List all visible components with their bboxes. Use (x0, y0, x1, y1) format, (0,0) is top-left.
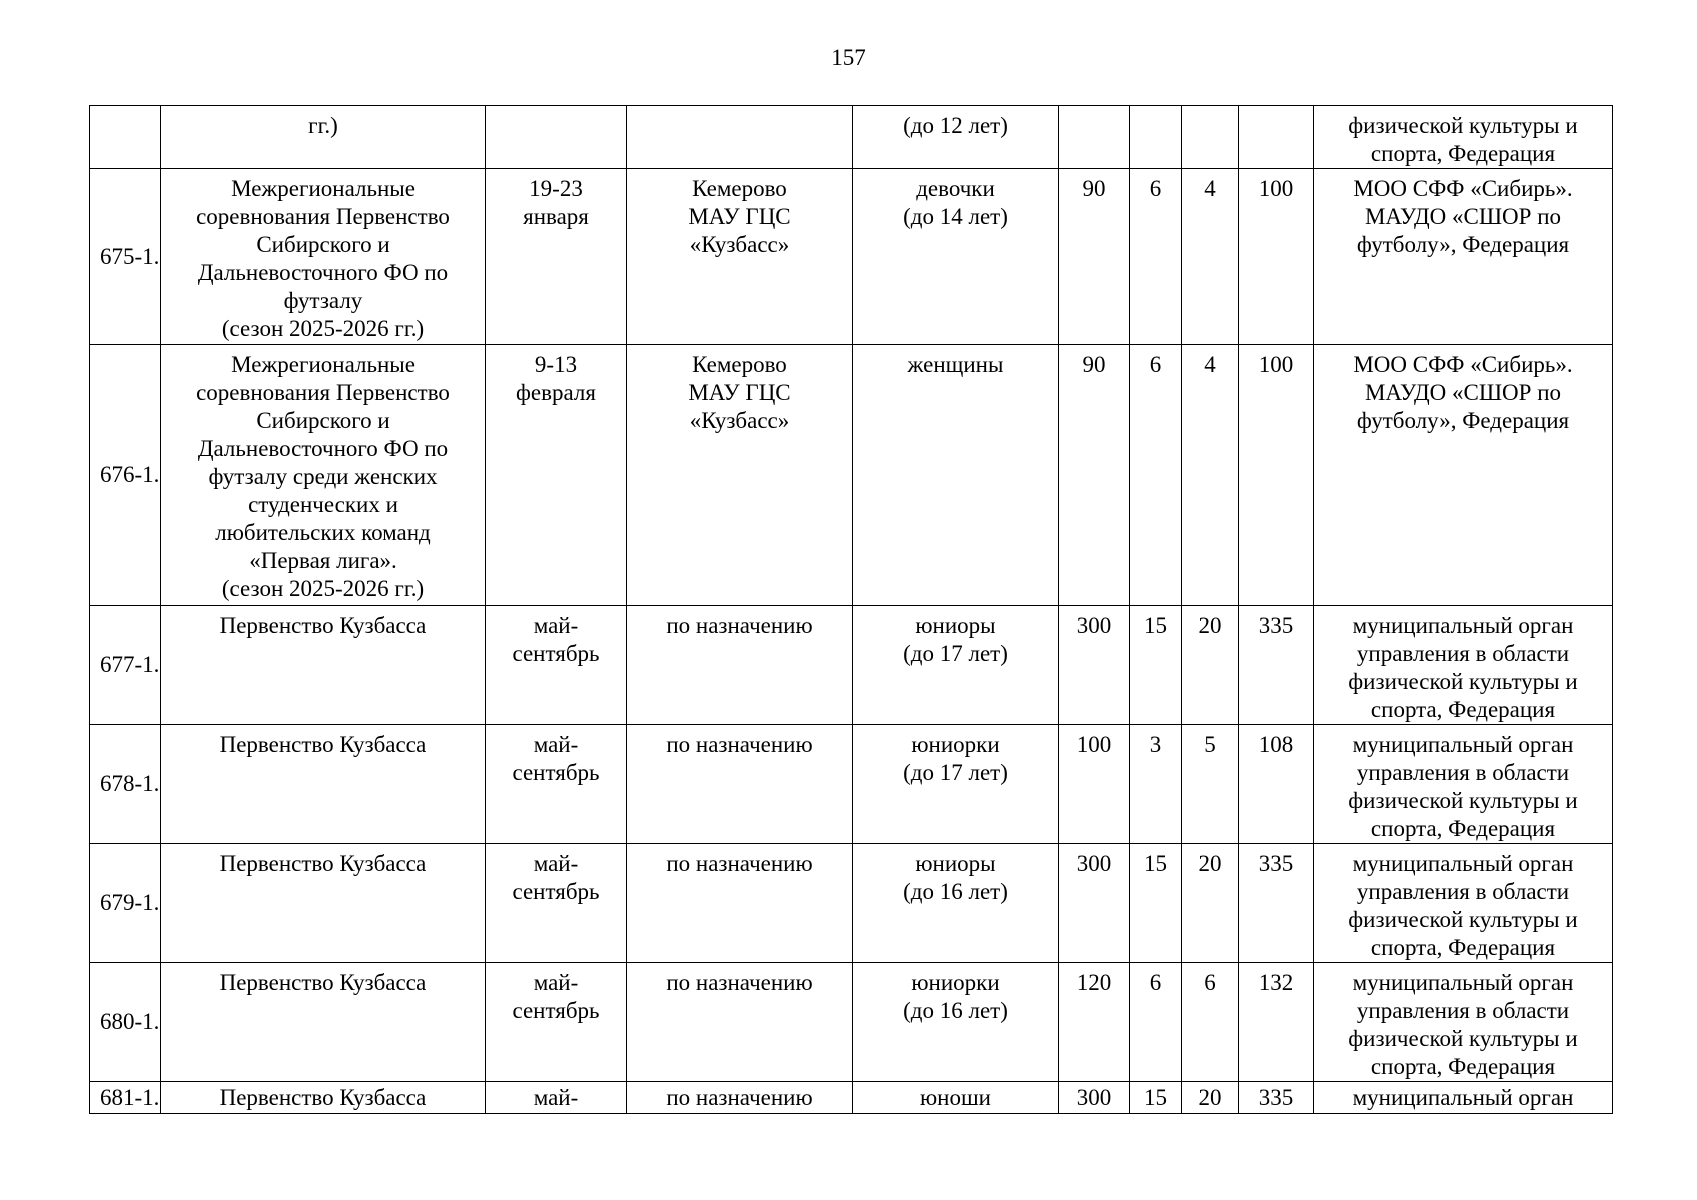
text-line: Сибирского и (256, 408, 390, 433)
participants-count-cell (1059, 106, 1130, 169)
dates-cell (486, 345, 627, 606)
venue-cell (627, 963, 853, 1082)
text-line: юноши (919, 1085, 991, 1110)
text-line: Кемерово (692, 176, 787, 201)
participants-count-cell: 90 (1059, 345, 1130, 606)
dates-cell (486, 1082, 627, 1114)
text-line: Первенство Кузбасса (219, 1085, 427, 1110)
events-table (89, 105, 1613, 1114)
text-line: Дальневосточного ФО по (197, 436, 449, 461)
text-line: Межрегиональные (231, 352, 415, 377)
event-name-cell (161, 725, 486, 844)
table-body (90, 106, 1613, 1114)
text-line: управления в области (1356, 879, 1570, 904)
venue-cell (627, 606, 853, 725)
text-line: (до 17 лет) (903, 641, 1008, 666)
participants-cell (853, 106, 1059, 169)
text-line: юниорки (911, 732, 1000, 757)
total-count-cell: 100 (1239, 169, 1314, 345)
participants-cell (853, 844, 1059, 963)
text-line: муниципальный орган (1352, 851, 1574, 876)
text-line: Первенство Кузбасса (219, 613, 427, 638)
coaches-count-cell: 5 (1182, 725, 1239, 844)
text-line: Первенство Кузбасса (219, 970, 427, 995)
row-number: 680-1. (90, 963, 161, 1082)
text-line: Сибирского и (256, 232, 390, 257)
text-line: муниципальный орган (1352, 1085, 1574, 1110)
text-line: управления в области (1356, 641, 1570, 666)
text-line: (до 17 лет) (903, 760, 1008, 785)
judges-count-cell: 6 (1130, 345, 1182, 606)
text-line: (до 14 лет) (903, 204, 1008, 229)
text-line: девочки (916, 176, 995, 201)
organizer-cell (1314, 844, 1613, 963)
total-count-cell: 335 (1239, 1082, 1314, 1114)
text-line: спорта, Федерация (1370, 141, 1556, 166)
text-line: физической культуры и (1348, 669, 1578, 694)
participants-cell (853, 725, 1059, 844)
participants-cell (853, 169, 1059, 345)
total-count-cell (1239, 106, 1314, 169)
text-line: МАУ ГЦС (688, 380, 791, 405)
page-number: 157 (831, 45, 866, 70)
text-line: физической культуры и (1348, 907, 1578, 932)
text-line: Первенство Кузбасса (219, 732, 427, 757)
text-line: гг.) (308, 113, 338, 138)
judges-count-cell: 15 (1130, 606, 1182, 725)
row-number (90, 106, 161, 169)
row-number: 676-1. (90, 345, 161, 606)
text-line: января (523, 204, 589, 229)
text-line: соревнования Первенство (196, 380, 450, 405)
text-line: (до 16 лет) (903, 879, 1008, 904)
event-name-cell (161, 169, 486, 345)
text-line: физической культуры и (1348, 1026, 1578, 1051)
dates-cell (486, 169, 627, 345)
event-name-cell (161, 844, 486, 963)
text-line: юниоры (915, 613, 996, 638)
text-line: «Кузбасс» (689, 232, 790, 257)
text-line: МАУ ГЦС (688, 204, 791, 229)
text-line: 19-23 (529, 176, 583, 201)
text-line: спорта, Федерация (1370, 1054, 1556, 1079)
coaches-count-cell: 6 (1182, 963, 1239, 1082)
text-line: сентябрь (512, 998, 600, 1023)
text-line: «Первая лига». (249, 548, 397, 573)
text-line: футболу», Федерация (1356, 232, 1570, 257)
participants-cell (853, 606, 1059, 725)
text-line: физической культуры и (1348, 113, 1578, 138)
venue-cell (627, 169, 853, 345)
organizer-cell (1314, 725, 1613, 844)
dates-cell (486, 725, 627, 844)
row-number: 678-1. (90, 725, 161, 844)
participants-count-cell: 100 (1059, 725, 1130, 844)
text-line: женщины (907, 352, 1004, 377)
text-line: май- (533, 1085, 579, 1110)
judges-count-cell: 6 (1130, 169, 1182, 345)
participants-count-cell: 300 (1059, 606, 1130, 725)
text-line: футболу», Федерация (1356, 408, 1570, 433)
coaches-count-cell: 20 (1182, 1082, 1239, 1114)
text-line: 9-13 (534, 352, 578, 377)
text-line: футзалу (283, 288, 363, 313)
dates-cell (486, 106, 627, 169)
participants-count-cell: 90 (1059, 169, 1130, 345)
coaches-count-cell: 20 (1182, 844, 1239, 963)
text-line: Дальневосточного ФО по (197, 260, 449, 285)
total-count-cell: 108 (1239, 725, 1314, 844)
table-row (90, 844, 1613, 963)
text-line: физической культуры и (1348, 788, 1578, 813)
text-line: май- (533, 732, 579, 757)
text-line: МОО СФФ «Сибирь». (1353, 176, 1573, 201)
text-line: студенческих и (248, 492, 398, 517)
text-line: по назначению (666, 851, 813, 876)
dates-cell (486, 844, 627, 963)
participants-cell (853, 963, 1059, 1082)
text-line: юниорки (911, 970, 1000, 995)
text-line: Первенство Кузбасса (219, 851, 427, 876)
table-row (90, 345, 1613, 606)
total-count-cell: 335 (1239, 844, 1314, 963)
participants-cell (853, 1082, 1059, 1114)
dates-cell (486, 606, 627, 725)
organizer-cell (1314, 606, 1613, 725)
organizer-cell (1314, 963, 1613, 1082)
text-line: муниципальный орган (1352, 970, 1574, 995)
organizer-cell (1314, 1082, 1613, 1114)
text-line: спорта, Федерация (1370, 697, 1556, 722)
event-name-cell (161, 606, 486, 725)
text-line: (до 16 лет) (903, 998, 1008, 1023)
text-line: соревнования Первенство (196, 204, 450, 229)
venue-cell (627, 844, 853, 963)
participants-count-cell: 300 (1059, 1082, 1130, 1114)
table-row (90, 1082, 1613, 1114)
table-row (90, 963, 1613, 1082)
text-line: муниципальный орган (1352, 732, 1574, 757)
participants-cell (853, 345, 1059, 606)
coaches-count-cell (1182, 106, 1239, 169)
text-line: май- (533, 970, 579, 995)
text-line: (до 12 лет) (903, 113, 1008, 138)
text-line: спорта, Федерация (1370, 816, 1556, 841)
dates-cell (486, 963, 627, 1082)
event-name-cell (161, 963, 486, 1082)
text-line: любительских команд (215, 520, 431, 545)
table-row (90, 169, 1613, 345)
text-line: МАУДО «СШОР по (1364, 380, 1562, 405)
text-line: февраля (516, 380, 596, 405)
text-line: управления в области (1356, 760, 1570, 785)
text-line: по назначению (666, 613, 813, 638)
venue-cell (627, 1082, 853, 1114)
table-row (90, 725, 1613, 844)
text-line: спорта, Федерация (1370, 935, 1556, 960)
text-line: МАУДО «СШОР по (1364, 204, 1562, 229)
venue-cell (627, 106, 853, 169)
text-line: по назначению (666, 1085, 813, 1110)
judges-count-cell: 6 (1130, 963, 1182, 1082)
text-line: май- (533, 613, 579, 638)
text-line: МОО СФФ «Сибирь». (1353, 352, 1573, 377)
judges-count-cell: 3 (1130, 725, 1182, 844)
text-line: май- (533, 851, 579, 876)
text-line: муниципальный орган (1352, 613, 1574, 638)
row-number: 675-1. (90, 169, 161, 345)
event-name-cell (161, 106, 486, 169)
table-row (90, 106, 1613, 169)
venue-cell (627, 725, 853, 844)
text-line: (сезон 2025-2026 гг.) (221, 576, 425, 601)
participants-count-cell: 300 (1059, 844, 1130, 963)
coaches-count-cell: 4 (1182, 169, 1239, 345)
judges-count-cell: 15 (1130, 1082, 1182, 1114)
row-number: 677-1. (90, 606, 161, 725)
total-count-cell: 335 (1239, 606, 1314, 725)
participants-count-cell: 120 (1059, 963, 1130, 1082)
text-line: по назначению (666, 732, 813, 757)
row-number: 679-1. (90, 844, 161, 963)
text-line: футзалу среди женских (208, 464, 438, 489)
judges-count-cell (1130, 106, 1182, 169)
total-count-cell: 100 (1239, 345, 1314, 606)
text-line: по назначению (666, 970, 813, 995)
event-name-cell (161, 1082, 486, 1114)
table-row (90, 606, 1613, 725)
text-line: (сезон 2025-2026 гг.) (221, 316, 425, 341)
text-line: сентябрь (512, 760, 600, 785)
coaches-count-cell: 4 (1182, 345, 1239, 606)
event-name-cell (161, 345, 486, 606)
text-line: Кемерово (692, 352, 787, 377)
venue-cell (627, 345, 853, 606)
text-line: Межрегиональные (231, 176, 415, 201)
text-line: управления в области (1356, 998, 1570, 1023)
total-count-cell: 132 (1239, 963, 1314, 1082)
organizer-cell (1314, 169, 1613, 345)
coaches-count-cell: 20 (1182, 606, 1239, 725)
text-line: юниоры (915, 851, 996, 876)
text-line: сентябрь (512, 879, 600, 904)
organizer-cell (1314, 106, 1613, 169)
text-line: «Кузбасс» (689, 408, 790, 433)
text-line: сентябрь (512, 641, 600, 666)
judges-count-cell: 15 (1130, 844, 1182, 963)
organizer-cell (1314, 345, 1613, 606)
row-number: 681-1. (90, 1082, 161, 1114)
